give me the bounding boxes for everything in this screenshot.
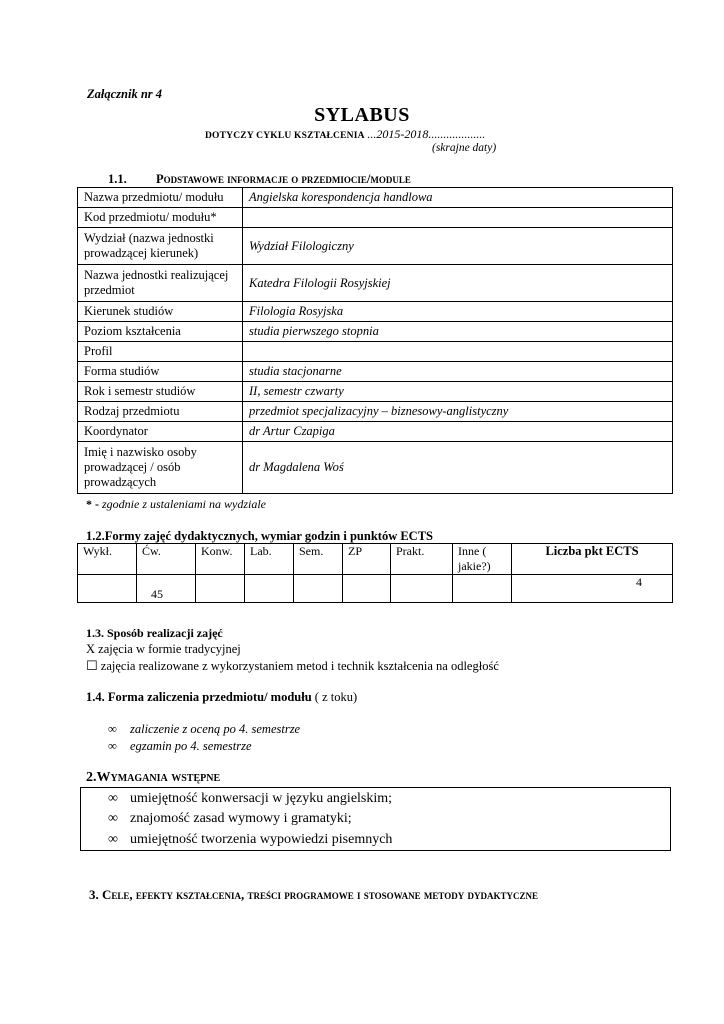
cell-exercises: 45 [137,575,196,603]
column-header-ects: Liczba pkt ECTS [512,544,673,575]
infinity-bullet-icon: ∞ [108,811,118,826]
column-header: Lab. [245,544,294,575]
section-1-3-heading: 1.3. Sposób realizacji zajęć [86,626,223,640]
row-label: Nazwa przedmiotu/ modułu [78,188,243,208]
section-1-1-number: 1.1. [108,172,127,186]
column-header: Ćw. [137,544,196,575]
footnote-mark: * - [86,497,99,511]
list-item-text: znajomość zasad wymowy i gramatyki; [130,811,352,826]
table-row [78,188,673,208]
row-label: Imię i nazwisko osoby prowadzącej / osób prowadzących [78,442,243,494]
row-label: Profil [78,342,243,362]
list-item-text: zaliczenie z oceną po 4. semestrze [130,722,301,736]
option-traditional: X zajęcia w formie tradycyjnej [86,642,241,656]
row-value: Filologia Rosyjska [243,302,673,322]
row-label: Nazwa jednostki realizującej przedmiot [78,265,243,302]
row-value: dr Magdalena Woś [243,442,673,494]
section-1-4-suffix: ( z toku) [311,690,358,704]
section-1-4-heading [86,690,357,705]
section-2-title: ymagania wstępne [110,770,221,785]
table-row [78,342,673,362]
cell-lab [245,575,294,603]
row-value: przedmiot specjalizacyjny – biznesowy-anglistyczny [243,402,673,422]
row-label: Kod przedmiotu/ modułu* [78,208,243,228]
section-1-4-title: 1.4. Forma zaliczenia przedmiotu/ modułu [86,690,312,704]
cycle-line [205,127,485,142]
section-2-heading [86,770,220,786]
row-value: Wydział Filologiczny [243,228,673,265]
ects-table [77,543,673,603]
row-label: Rok i semestr studiów [78,382,243,402]
list-item [108,791,392,807]
annex-label: Załącznik nr 4 [87,87,163,101]
dates-note: (skrajne daty) [432,142,497,154]
column-header: Wykł. [78,544,137,575]
cell-lecture [78,575,137,603]
column-header: ZP [343,544,391,575]
section-3-heading [89,886,637,904]
table-row [78,208,673,228]
list-item [108,811,352,827]
row-label: Forma studiów [78,362,243,382]
cycle-label: DOTYCZY CYKLU KSZTAŁCENIA [205,131,365,141]
table-row [78,402,673,422]
section-1-2-heading: 1.2.Formy zajęć dydaktycznych, wymiar godzin i punktów ECTS [86,529,434,543]
row-label: Kierunek studiów [78,302,243,322]
cell-practice [391,575,453,603]
row-value [243,342,673,362]
column-header: Inne ( jakie?) [453,544,512,575]
row-value: Angielska korespondencja handlowa [243,188,673,208]
section-3-title-first: C [102,887,112,902]
row-value: dr Artur Czapiga [243,422,673,442]
cell-seminar [294,575,343,603]
table-row [78,575,673,603]
basic-info-table [77,187,673,494]
list-item-text: umiejętność konwersacji w języku angielskim; [130,791,393,806]
cell-conversation [196,575,245,603]
prerequisites-box [80,787,671,851]
section-2-title-first: 2.W [86,770,111,785]
section-1-1-heading [108,172,411,187]
option-remote [86,659,499,674]
row-value: Katedra Filologii Rosyjskiej [243,265,673,302]
section-1-1-title: odstawowe informacje o przedmiocie/module [163,172,411,186]
cell-zp [343,575,391,603]
table-row [78,382,673,402]
row-value [243,208,673,228]
cell-other [453,575,512,603]
row-label: Koordynator [78,422,243,442]
infinity-bullet-icon: ∞ [108,832,118,847]
table-row [78,302,673,322]
column-header: Konw. [196,544,245,575]
table-row [78,228,673,265]
cell-ects: 4 [512,575,673,603]
section-1-1-title-first: P [156,172,164,186]
list-item-text: egzamin po 4. semestrze [130,739,252,753]
infinity-bullet-icon: ∞ [108,722,117,736]
table-row [78,362,673,382]
infinity-bullet-icon: ∞ [108,791,118,806]
section-3-number: 3. [89,887,99,902]
row-label: Wydział (nazwa jednostki prowadzącej kierunek) [78,228,243,265]
row-value: studia pierwszego stopnia [243,322,673,342]
column-header: Sem. [294,544,343,575]
cycle-value: ...2015-2018................... [367,127,486,141]
row-value: studia stacjonarne [243,362,673,382]
footnote [86,497,266,512]
option-remote-label: zajęcia realizowane z wykorzystaniem metod i technik kształcenia na odległość [97,659,499,673]
list-item [108,739,252,754]
table-row [78,442,673,494]
list-item [108,832,392,848]
table-row [78,265,673,302]
checkbox-empty-icon: ☐ [86,659,98,674]
row-value: II, semestr czwarty [243,382,673,402]
table-header-row [78,544,673,575]
list-item [108,722,300,737]
footnote-text: zgodnie z ustaleniami na wydziale [99,497,266,511]
column-header: Prakt. [391,544,453,575]
row-label: Rodzaj przedmiotu [78,402,243,422]
table-row [78,422,673,442]
section-3-title: ele, efekty kształcenia, treści programowe i stosowane metody dydaktyczne [111,887,538,902]
infinity-bullet-icon: ∞ [108,739,117,753]
table-row [78,322,673,342]
list-item-text: umiejętność tworzenia wypowiedzi pisemnych [130,832,393,847]
row-label: Poziom kształcenia [78,322,243,342]
document-title: SYLABUS [314,104,410,126]
